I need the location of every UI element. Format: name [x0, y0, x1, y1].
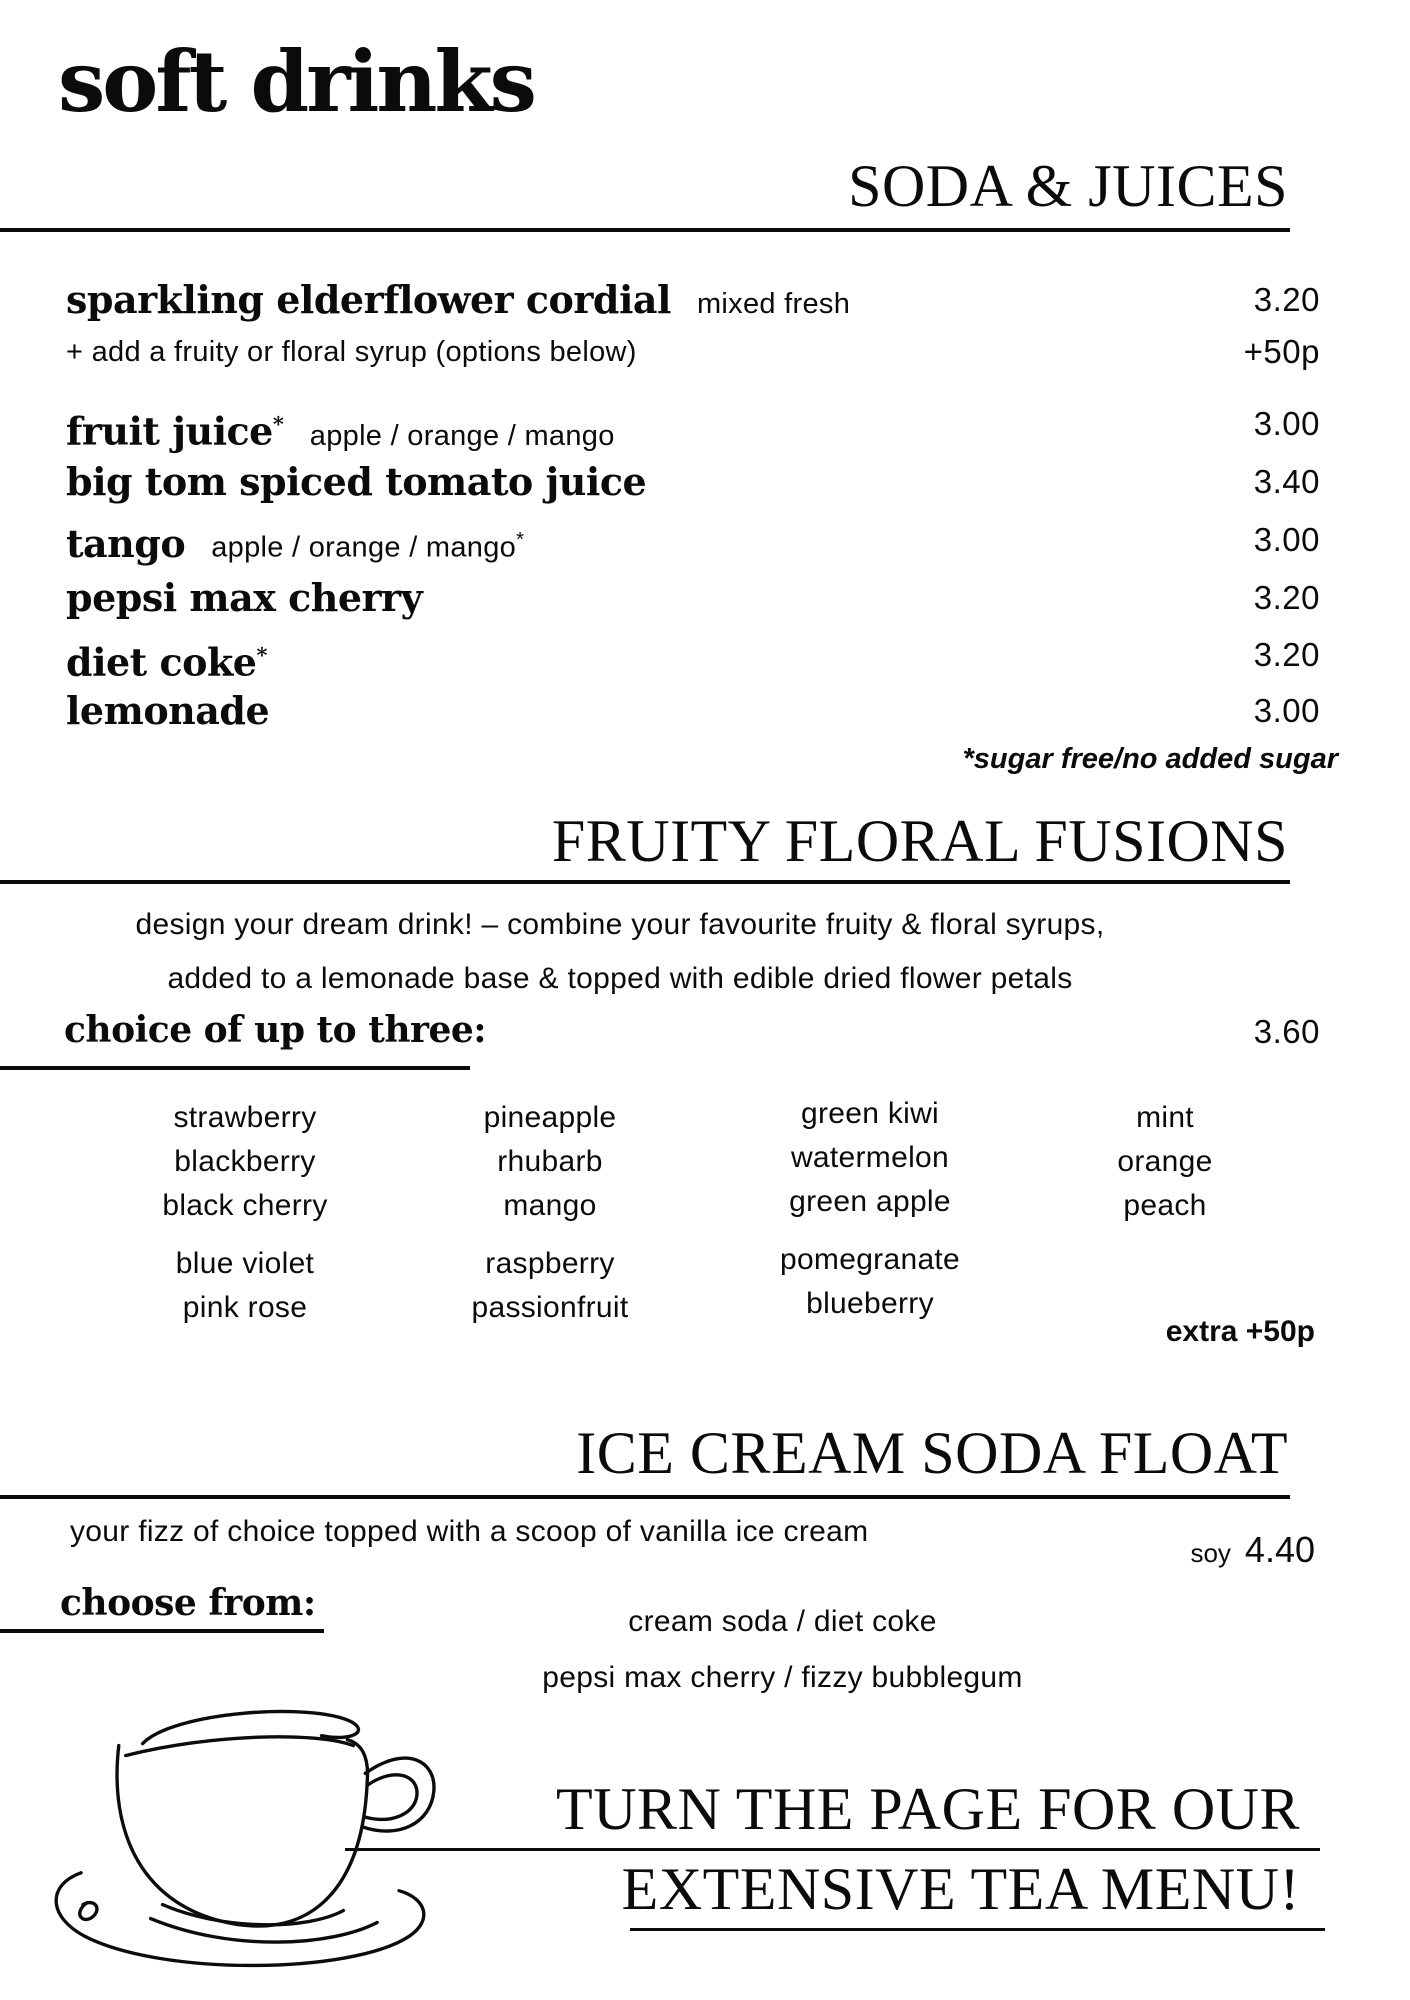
fusions-description	[0, 898, 1240, 1006]
item-price: 3.20	[1253, 281, 1320, 318]
flavor-item: raspberry	[485, 1247, 615, 1280]
item-detail: apple / orange / mango	[309, 419, 615, 452]
float-options-line2: pepsi max cherry / fizzy bubblegum	[542, 1661, 1023, 1694]
item-price: 3.00	[1253, 692, 1320, 729]
flavor-item: mango	[503, 1189, 597, 1222]
item-name: lemonade	[66, 688, 270, 733]
footer-line2: EXTENSIVE TEA MENU!	[621, 1856, 1300, 1922]
float-price-row	[1190, 1528, 1315, 1575]
flavor-column-2	[380, 1096, 720, 1330]
sugar-free-asterisk: *	[516, 529, 525, 551]
item-price: 3.00	[1253, 521, 1320, 558]
float-description: your fizz of choice topped with a scoop of vanilla ice cream	[70, 1515, 869, 1548]
section-divider	[0, 880, 1290, 884]
section-divider	[0, 1495, 1290, 1499]
sugar-free-asterisk: *	[256, 642, 268, 667]
fusions-description-line1: design your dream drink! – combine your favourite fruity & floral syrups,	[135, 908, 1105, 941]
float-options-line1: cream soda / diet coke	[628, 1605, 937, 1638]
menu-item-row	[66, 518, 524, 570]
footer-line1: TURN THE PAGE FOR OUR	[556, 1776, 1300, 1842]
menu-item-row	[66, 689, 269, 733]
flavor-item: pomegranate	[779, 1243, 961, 1276]
flavor-item: rhubarb	[497, 1145, 603, 1178]
item-name: big tom spiced tomato juice	[66, 459, 647, 504]
menu-item-row	[66, 460, 646, 504]
item-price: 3.20	[1253, 579, 1320, 616]
choose-from-label: choose from:	[60, 1582, 316, 1624]
section-heading-soda-juices: SODA & JUICES	[848, 153, 1288, 219]
flavor-item: strawberry	[173, 1101, 317, 1134]
section-heading-fruity-floral-fusions: FRUITY FLORAL FUSIONS	[551, 808, 1288, 874]
section-heading-ice-cream-soda-float: ICE CREAM SODA FLOAT	[576, 1420, 1288, 1486]
sugar-free-asterisk: *	[272, 411, 284, 436]
flavor-item: passionfruit	[471, 1291, 629, 1324]
page-title: soft drinks	[58, 32, 534, 131]
flavor-column-3	[700, 1092, 1040, 1326]
flavor-column-4	[995, 1096, 1335, 1228]
footer-underline2	[630, 1928, 1325, 1931]
item-price: 3.00	[1253, 405, 1320, 442]
flavor-item: black cherry	[162, 1189, 328, 1222]
item-detail: apple / orange / mango*	[211, 529, 525, 564]
flavor-item: blue violet	[175, 1247, 315, 1280]
menu-item-row	[66, 330, 637, 374]
flavor-item: mint	[1136, 1101, 1194, 1134]
flavor-item: pineapple	[483, 1101, 617, 1134]
flavor-item: pink rose	[182, 1291, 308, 1324]
choice-underline	[0, 1066, 470, 1070]
flavor-column-1	[75, 1096, 415, 1330]
flavor-item: peach	[1123, 1189, 1207, 1222]
footer-underline1	[345, 1848, 1320, 1851]
item-detail: mixed fresh	[696, 288, 851, 320]
item-name: sparkling elderflower cordial	[66, 277, 671, 322]
item-price: 3.20	[1253, 636, 1320, 673]
fusions-price: 3.60	[1253, 1013, 1320, 1050]
item-price: +50p	[1243, 333, 1320, 370]
flavor-item: watermelon	[790, 1141, 950, 1174]
menu-item-row	[66, 633, 267, 685]
float-price: 4.40	[1244, 1529, 1315, 1570]
item-name: diet coke*	[66, 639, 268, 685]
menu-item-row	[66, 576, 422, 620]
section-divider	[0, 228, 1290, 232]
teacup-icon	[22, 1682, 462, 2000]
flavor-item: green kiwi	[800, 1097, 940, 1130]
flavor-item: blueberry	[806, 1287, 934, 1320]
item-price: 3.40	[1253, 463, 1320, 500]
choose-from-underline	[0, 1629, 324, 1633]
flavor-item: blackberry	[174, 1145, 316, 1178]
menu-item-row	[66, 402, 615, 458]
item-name: tango	[66, 520, 186, 566]
item-name: pepsi max cherry	[66, 575, 423, 620]
sugar-free-note: *sugar free/no added sugar	[962, 743, 1338, 775]
fusions-description-line2: added to a lemonade base & topped with edible dried flower petals	[167, 962, 1073, 995]
menu-item-row	[66, 278, 850, 326]
flavor-item: green apple	[789, 1185, 951, 1218]
soy-label: soy	[1190, 1538, 1231, 1568]
choice-label: choice of up to three:	[64, 1009, 487, 1051]
extra-syrup-price: extra +50p	[1165, 1315, 1315, 1348]
item-name: fruit juice*	[66, 408, 284, 454]
item-detail: + add a fruity or floral syrup (options below)	[66, 336, 637, 368]
flavor-item: orange	[1117, 1145, 1213, 1178]
